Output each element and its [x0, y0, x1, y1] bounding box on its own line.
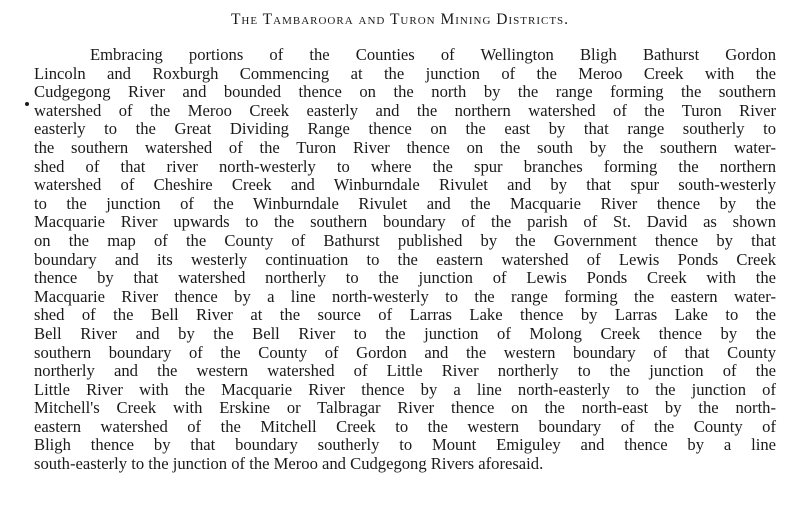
paragraph-line: watershed of Cheshire Creek and Winburndale Rivulet and by that spur south-westerly: [34, 175, 776, 195]
paragraph-line: easterly to the Great Dividing Range thence on the east by that range southerly to: [34, 119, 776, 139]
paragraph-line: boundary and its westerly continuation to the eastern watershed of Lewis Ponds Creek: [34, 249, 776, 269]
paragraph-line: Mitchell's Creek with Erskine or Talbragar River thence on the north-east by the north-: [34, 398, 776, 418]
paragraph-line: shed of the Bell River at the source of Larras Lake thence by Larras Lake to the: [34, 305, 776, 325]
paragraph-line: Lincoln and Roxburgh Commencing at the junction of the Meroo Creek with the: [34, 63, 776, 83]
boundary-description-paragraph: [34, 46, 776, 474]
paragraph-line: southern boundary of the County of Gordon and the western boundary of that County: [34, 342, 776, 362]
paragraph-line: eastern watershed of the Mitchell Creek to the western boundary of the County of: [34, 416, 776, 436]
paragraph-line: Cudgegong River and bounded thence on the north by the range forming the southern: [34, 82, 776, 102]
paragraph-line: on the map of the County of Bathurst published by the Government thence by that: [34, 230, 776, 250]
paragraph-line: shed of that river north-westerly to where the spur branches forming the northern: [34, 156, 776, 176]
paragraph-line: watershed of the Meroo Creek easterly and the northern watershed of the Turon River: [34, 100, 776, 120]
paragraph-line: Macquarie River upwards to the southern boundary of the parish of St. David as shown: [34, 212, 776, 232]
paragraph-line: thence by that watershed northerly to the junction of Lewis Ponds Creek with the: [34, 268, 776, 288]
paragraph-line: Little River with the Macquarie River thence by a line north-easterly to the junction of: [34, 379, 776, 399]
margin-dot-mark: [25, 102, 29, 106]
paragraph-line: to the junction of the Winburndale Rivulet and the Macquarie River thence by the: [34, 193, 776, 213]
section-heading: The Tambaroora and Turon Mining Districts.: [230, 11, 570, 28]
paragraph-line: Bligh thence by that boundary southerly to Mount Emiguley and thence by a line: [34, 435, 776, 455]
paragraph-line: northerly and the western watershed of Little River northerly to the junction of the: [34, 361, 776, 381]
paragraph-line: Bell River and by the Bell River to the junction of Molong Creek thence by the: [34, 323, 776, 343]
paragraph-line: Macquarie River thence by a line north-westerly to the range forming the eastern water-: [34, 286, 776, 306]
paragraph-line: south-easterly to the junction of the Meroo and Cudgegong Rivers aforesaid.: [34, 454, 544, 474]
paragraph-line: Embracing portions of the Counties of Wellington Bligh Bathurst Gordon: [90, 45, 776, 64]
paragraph-line: the southern watershed of the Turon River thence on the south by the southern water-: [34, 137, 776, 157]
